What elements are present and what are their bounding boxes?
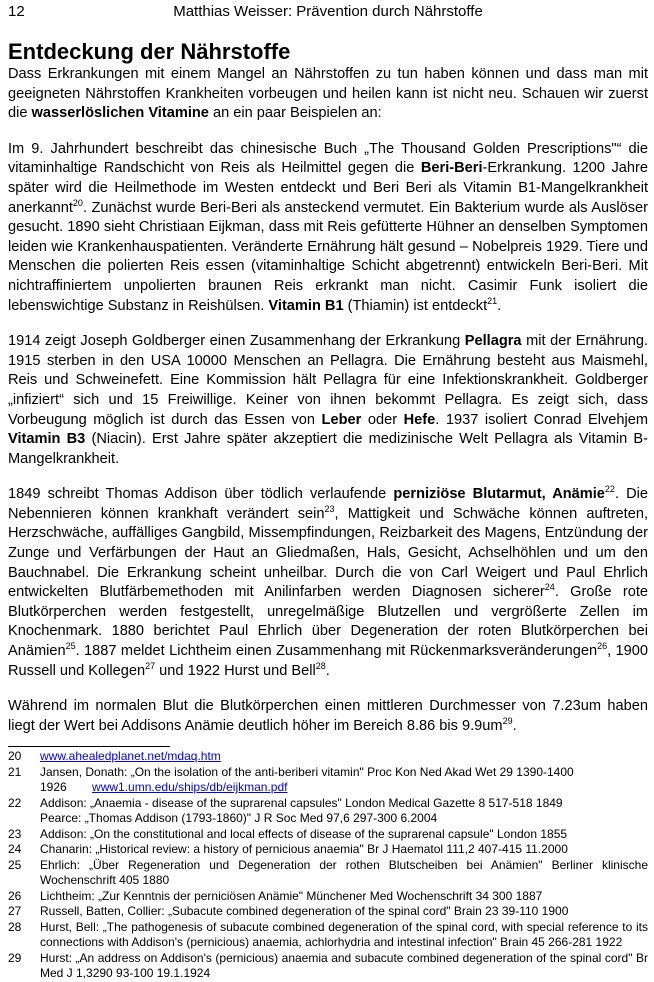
footnote-ref-23[interactable]: 23 [324,504,335,515]
footnote-text: Russell, Batten, Collier: „Subacute combined degeneration of the spinal cord" Brain 23 39-110 1900 [40,904,569,919]
page-header [8,0,648,24]
footnote-text: Hurst: „An address on Addison's (pernicious) anaemia and subacute combined degeneration of the spinal cord" Br Med J 1,3290 93-100 19.1.1924 [40,950,648,981]
footnote-number: 23 [8,826,22,841]
footnote-number: 20 [8,749,22,764]
footnote-24 [8,842,648,858]
footnote-text-2: Pearce: „Thomas Addison (1793-1860)" J R Soc Med 97,6 297-300 6.2004 [40,811,438,826]
footnote-text: Addison: „On the constitutional and local effects of disease of the suprarenal capsule" London 1855 [40,826,568,841]
footnote-text: Chanarin: „Historical review: a history of pernicious anaemia" Br J Haematol 111,2 407-415 11.2000 [40,842,568,857]
footnote-year: 1926 [40,780,67,795]
emphasis-vitamin-b1: Vitamin B1 [268,297,344,314]
document-page [8,0,648,982]
footnote-ref-21[interactable]: 21 [487,295,498,306]
footnote-number: 26 [8,888,22,903]
footnote-text: Lichtheim: „Zur Kenntnis der perniciösen Anämie" Münchener Med Wochenschrift 34 300 1887 [40,888,543,903]
footnote-number: 25 [8,857,22,872]
footnote-ref-25[interactable]: 25 [65,641,76,652]
footnote-number: 22 [8,795,22,810]
footnote-number: 24 [8,842,22,857]
footnote-number: 21 [8,764,22,779]
footnote-ref-28[interactable]: 28 [315,660,326,671]
emphasis-pernicious-anaemia: perniziöse Blutarmut, Anämie [393,486,605,503]
emphasis-vitamin-b3: Vitamin B3 [8,431,86,448]
footnote-number: 27 [8,904,22,919]
emphasis-beriberi: Beri-Beri [420,160,483,177]
footnote-22 [8,796,648,827]
body-text [8,65,648,736]
footnotes [8,749,648,982]
footnote-ref-26[interactable]: 26 [597,641,608,652]
footnote-27 [8,904,648,920]
footnote-text: Ehrlich: „Über Regeneration und Degeneration der rothen Blutscheiben bei Anämien" Berliner klinische Wochenschrift 405 1880 [40,857,648,888]
footnote-ref-22[interactable]: 22 [604,484,615,495]
footnote-21 [8,765,648,796]
paragraph-blood-cells: Während im normalen Blut die Blutkörperchen einen mittleren Durchmesser von 7.23um haben liegt der Wert bei Addisons Anämie deutlich höher im Bereich 8.86 bis $9.9um^{29}$. [8,698,648,734]
footnote-text: Addison: „Anaemia - disease of the suprarenal capsules" London Medical Gazette 8 517-518 1849 [40,795,563,810]
footnote-ref-29[interactable]: 29 [502,715,513,726]
footnote-20 [8,749,648,765]
emphasis-water-soluble-vitamins: wasserlöslichen Vitamine [31,105,209,122]
footnote-link[interactable]: www1.umn.edu/ships/db/eijkman.pdf [92,780,288,795]
paragraph-beriberi: Im 9. Jahrhundert beschreibt das chinesische Buch „The Thousand Golden Prescriptions"“ die vitaminhaltige Randschicht von Reis als Heilmittel gegen die Beri-Beri-Erkrankung. 1200 Jahre später wird die Heilmethode im Westen entdeckt und Beri Beri als Vitamin B1-Mangelkrankheit anerkannt$^{20}$. Zunächst wurde Beri-Beri als ansteckend vermutet. Ein Bakterium wurde als Auslöser gesucht. 1890 sieht Christiaan Eijkman, dass mit Reis gefütterte Hühner an denselben Symptomen leiden wie Krankenhauspatienten. Veränderte Ernährung hält gesund – Nobelpreis 1929. Tiere und Menschen die polierten Reis essen (vitaminhaltige Schicht abgetrennt) entwickeln Beri-Beri. Mit nichtraffiniertem unpolierten braunen Reis erkrankt man nicht. Casimir Funk isoliert die lebenswichtige Substanz in Reishülsen. Vitamin B1 (Thiamin) ist entdeckt$^{21}$. [8,140,649,314]
footnote-number: 28 [8,919,22,934]
footnote-separator [8,746,170,747]
footnote-28 [8,920,648,951]
running-title: Matthias Weisser: Prävention durch Nährstoffe [173,3,483,20]
intro-paragraph: Dass Erkrankungen mit einem Mangel an Nährstoffen zu tun haben können und dass man mit geeigneten Nährstoffen Krankheiten vorbeugen und heilen kann ist nicht neu. Schauen wir zuerst die wasserlöslichen Vitamine an ein paar Beispielen an: [8,66,648,122]
footnote-link[interactable]: www.ahealedplanet.net/mdaq.htm [40,749,221,764]
footnote-ref-27[interactable]: 27 [145,660,156,671]
footnote-ref-24[interactable]: 24 [544,582,555,593]
emphasis-leber: Leber [321,411,362,428]
emphasis-hefe: Hefe [403,411,436,428]
paragraph-anaemia: 1849 schreibt Thomas Addison über tödlich verlaufende perniziöse Blutarmut, Anämie$^{22}$. Die Nebennieren können krankhaft verändert sein$^{23}$, Mattigkeit und Schwäche können auftreten, Herzschwäche, auffälliges Gangbild, Missempfindungen, Reizbarkeit des Magens, Entzündung der Zunge und Verfärbungen der Haut an Gliedmaßen, Hals, Gesicht, Achselhöhlen und um den Bauchnabel. Die Erkrankung scheint unheilbar. Durch die von Carl Weigert und Paul Ehrlich entwickelten Blutfärbemethoden mit Anilinfarben werden Diagnosen sicherer$^{24}$. Große rote Blutkörperchen werden festgestellt, unregelmäßige Blutzellen und vergrößerte Zellen im Knochenmark. 1880 berichtet Paul Ehrlich über Degeneration der roten Blutkörperchen bei Anämien$^{25}$. 1887 meldet Lichtheim einen Zusammenhang mit Rückenmarksveränderungen$^{26}$, 1900 Russell und Kollegen$^{27}$ und 1922 Hurst und Bell$^{28}$. [8,484,649,679]
emphasis-pellagra: Pellagra [464,333,522,350]
section-heading: Entdeckung der Nährstoffe [8,39,291,64]
page-number: 12 [8,3,25,20]
footnote-text: Hurst, Bell: „The pathogenesis of subacute combined degeneration of the spinal cord, with special reference to its connections with Addison's (pernicious) anaemia, achlorhydria and intestinal infection" Brain 45 266-281 1922 [40,919,648,950]
footnote-29 [8,951,648,982]
footnote-ref-20[interactable]: 20 [72,197,83,208]
footnote-25 [8,858,648,889]
footnote-number: 29 [8,950,22,965]
footnote-26 [8,889,648,905]
paragraph-pellagra: 1914 zeigt Joseph Goldberger einen Zusammenhang der Erkrankung Pellagra mit der Ernährung. 1915 sterben in den USA 10000 Menschen an Pellagra. Die Ernährung besteht aus Maismehl, Reis und Schweinefett. Eine Kommission hält Pellagra für eine Infektionskrankheit. Goldberger „infiziert“ sich und 15 Freiwillige. Keiner von ihnen bekommt Pellagra. Es zeigt sich, dass Vorbeugung möglich ist durch das Essen von Leber oder Hefe. 1937 isoliert Conrad Elvehjem Vitamin B3 (Niacin). Erst Jahre später akzeptiert die medizinische Welt Pellagra als Vitamin B-Mangelkrankheit. [8,333,649,467]
footnote-23 [8,827,648,843]
footnote-text: Jansen, Donath: „On the isolation of the anti-beriberi vitamin" Proc Kon Ned Akad Wet 29 1390-1400 [40,764,574,779]
